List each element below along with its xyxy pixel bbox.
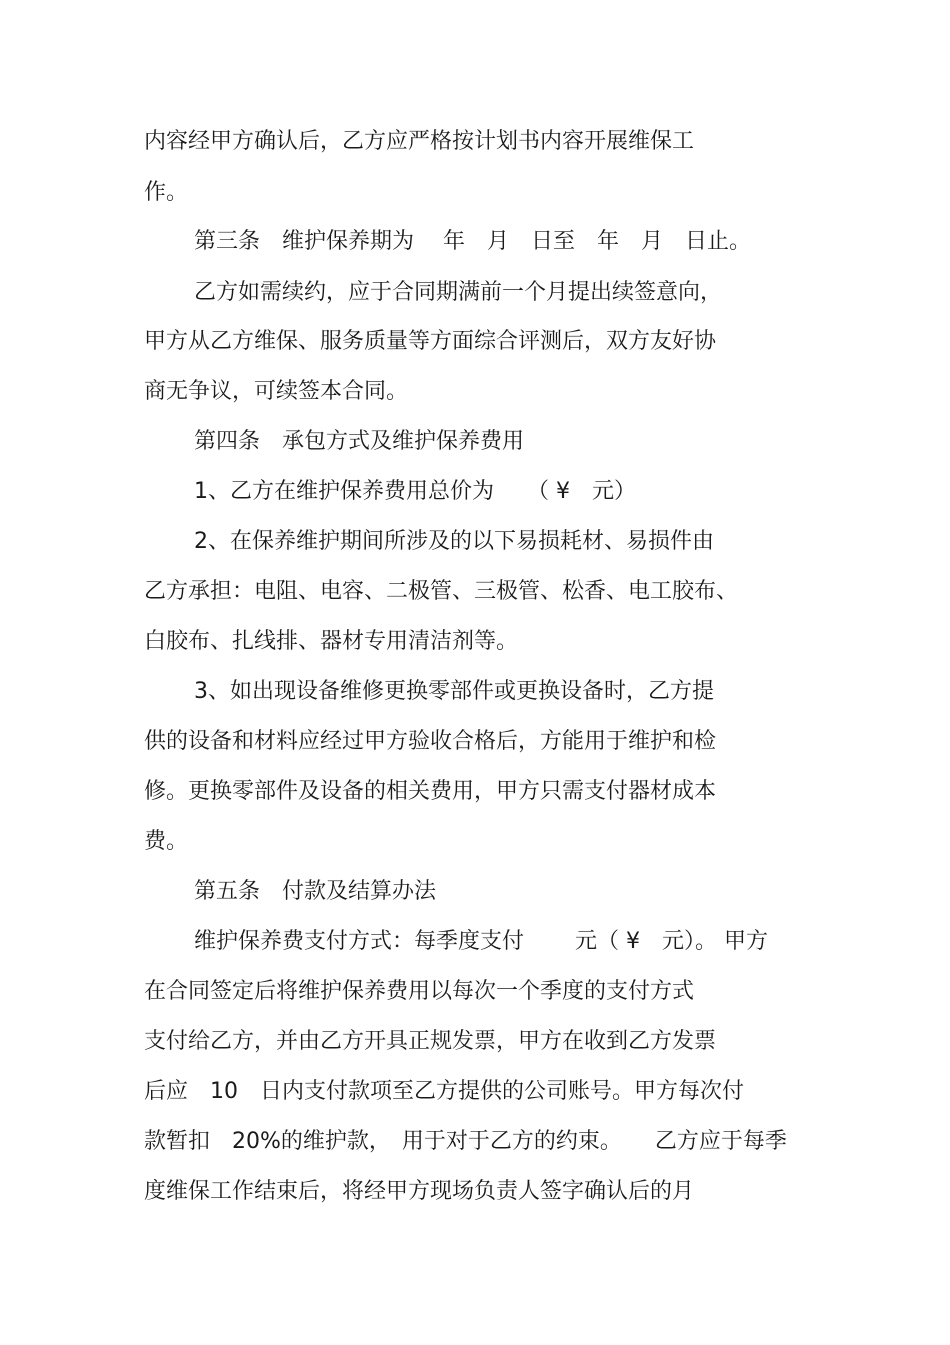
text-line: 2、在保养维护期间所涉及的以下易损耗材、易损件由 [194,529,714,554]
text-line: 乙方如需续约，应于合同期满前一个月提出续签意向， [194,280,723,305]
text-line: 费。 [144,829,189,854]
text-line: 商无争议，可续签本合同。 [144,379,409,404]
text-line: 白胶布、扎线排、器材专用清洁剂等。 [144,629,519,654]
text-line: 维护保养费支付方式：每季度支付 元（ ¥ 元）。 甲方 [194,929,768,954]
text-line: 在合同签定后将维护保养费用以每次一个季度的支付方式 [144,979,695,1004]
text-line: 支付给乙方，并由乙方开具正规发票，甲方在收到乙方发票 [144,1029,717,1054]
text-line: 内容经甲方确认后，乙方应严格按计划书内容开展维保工 [144,129,695,154]
text-line: 乙方承担：电阻、电容、二极管、三极管、松香、电工胶布、 [144,579,739,604]
text-line: 甲方从乙方维保、服务质量等方面综合评测后，双方友好协 [144,329,717,354]
article-3-heading: 第三条 维护保养期为 年 月 日至 年 月 日止。 [194,229,751,254]
text-line: 后应 10 日内支付款项至乙方提供的公司账号。甲方每次付 [144,1079,744,1104]
article-4-heading: 第四条 承包方式及维护保养费用 [194,429,525,454]
text-line: 供的设备和材料应经过甲方验收合格后，方能用于维护和检 [144,729,717,754]
text-line: 3、如出现设备维修更换零部件或更换设备时，乙方提 [194,679,714,704]
text-line: 作。 [144,180,189,205]
text-line: 度维保工作结束后，将经甲方现场负责人签字确认后的月 [144,1179,695,1204]
text-line: 款暂扣 20%的维护款， 用于对于乙方的约束。 乙方应于每季 [144,1129,787,1154]
article-5-heading: 第五条 付款及结算办法 [194,879,437,904]
text-line: 修。更换零部件及设备的相关费用，甲方只需支付器材成本 [144,779,717,804]
text-line: 1、乙方在维护保养费用总价为 （ ¥ 元） [194,479,636,504]
